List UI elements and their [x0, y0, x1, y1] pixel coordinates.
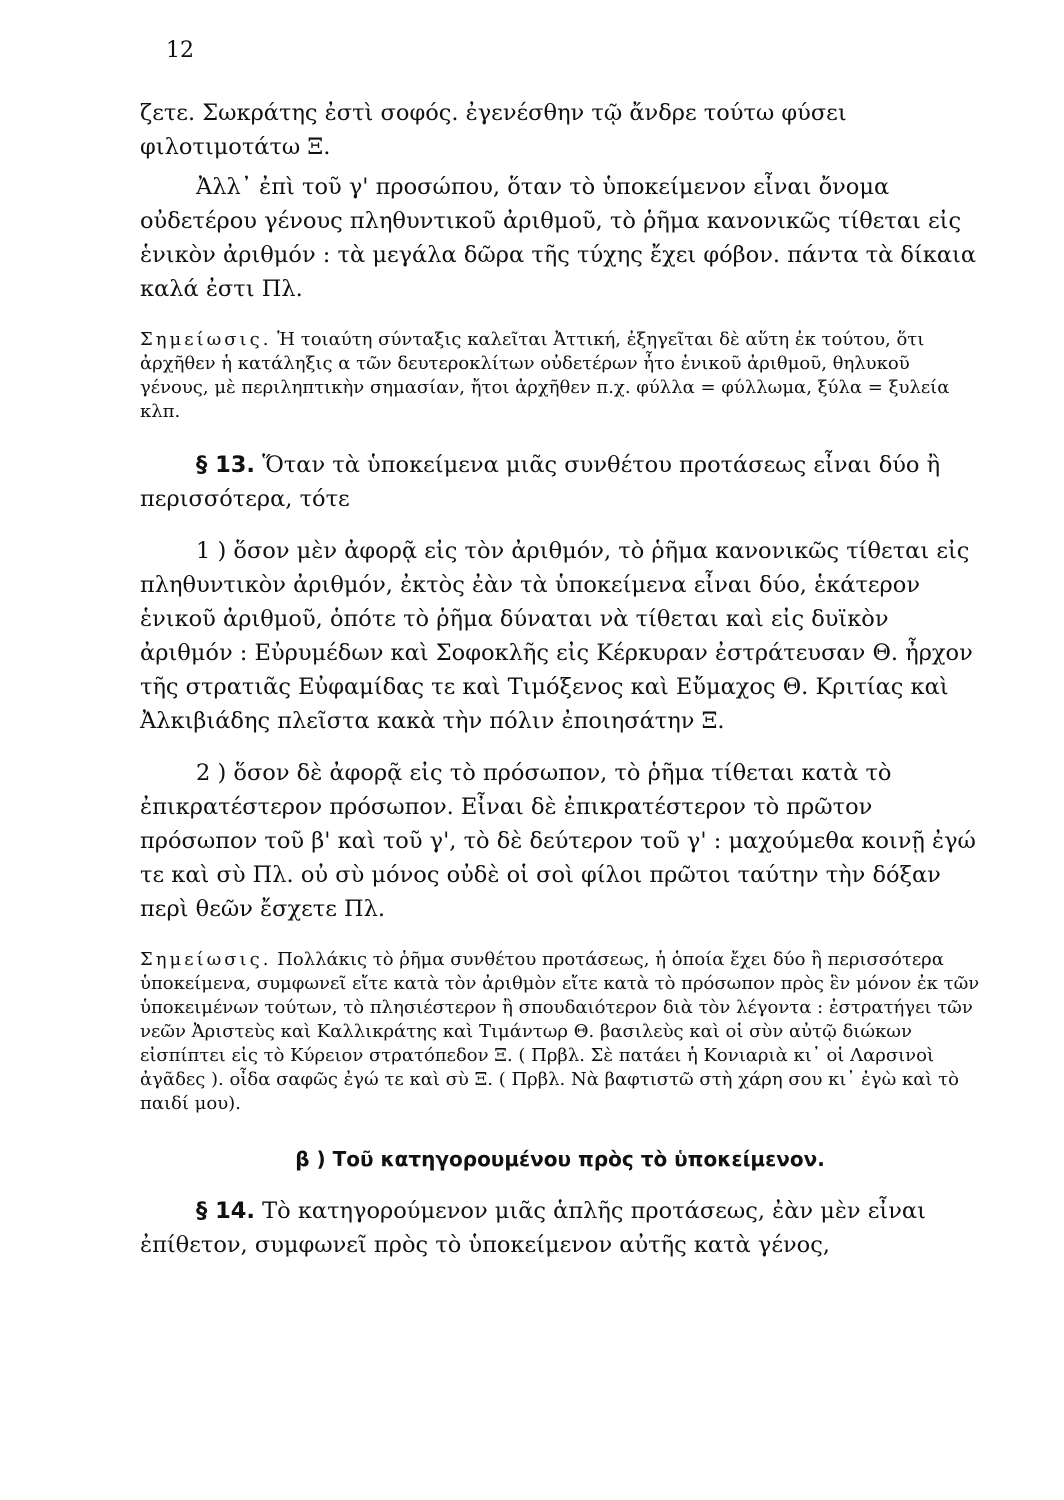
note-attic-syntax — [140, 328, 980, 424]
note-text: Ἡ τοιαύτη σύνταξις καλεῖται Ἀττική, ἐξηγεῖται δὲ αὕτη ἐκ τούτου, ὅτι ἀρχῆθεν ἡ κατάληξις α τῶν δευτεροκλίτων οὐδετέρων ἦτο ἑνικοῦ ἀριθμοῦ, θηλυκοῦ γένους, μὲ περιληπτικὴν σημασίαν, ἤτοι ἀρχῆθεν π.χ. φύλλα = φύλλωμα, ξύλα = ξυλεία κλπ. — [140, 329, 950, 422]
section-number: § 14. — [196, 1198, 255, 1224]
note-nearest-subject — [140, 948, 980, 1116]
rule-person-agreement: 2 ) ὅσον δὲ ἀφορᾷ εἰς τὸ πρόσωπον, τὸ ῥῆμα τίθεται κατὰ τὸ ἐπικρατέστερον πρόσωπον. Εἶναι δὲ ἐπικρατέστερον τὸ πρῶτον πρόσωπον τοῦ β' καὶ τοῦ γ', τὸ δὲ δεύτερον τοῦ γ' : μαχούμεθα κοινῇ ἐγώ τε καὶ σὺ Πλ. οὐ σὺ μόνος οὐδὲ οἱ σοὶ φίλοι πρῶτοι ταύτην τὴν δόξαν περὶ θεῶν ἔσχετε Πλ. — [140, 760, 976, 922]
subsection-title: β ) Τοῦ κατηγορουμένου πρὸς τὸ ὑποκείμενον. — [295, 1147, 825, 1171]
page-number: 12 — [166, 38, 194, 63]
note-text: Πολλάκις τὸ ῥῆμα συνθέτου προτάσεως, ἡ ὁποία ἔχει δύο ἢ περισσότερα ὑποκείμενα, συμφωνεῖ εἴτε κατὰ τὸν ἀριθμὸν εἴτε κατὰ τὸ πρόσωπον πρὸς ἓν μόνον ἐκ τῶν ὑποκειμένων τούτων, τὸ πλησιέστερον ἢ σπουδαιότερον διὰ τὸν λέγοντα : ἐστρατήγει τῶν νεῶν Ἀριστεὺς καὶ Καλλικράτης καὶ Τιμάντωρ Θ. βασιλεὺς καὶ οἱ σὺν αὐτῷ διώκων εἰσπίπτει εἰς τὸ Κύρειον στρατόπεδον Ξ. ( Πρβλ. Σὲ πατάει ἡ Κονιαριὰ κι᾽ οἱ Λαρσινοὶ ἀγᾶδες ). οἶδα σαφῶς ἐγώ τε καὶ σὺ Ξ. ( Πρβλ. Νὰ βαφτιστῶ στὴ χάρη σου κι᾽ ἐγὼ καὶ τὸ παιδί μου). — [140, 949, 980, 1114]
paragraph-third-person-rule: Ἀλλ᾽ ἐπὶ τοῦ γ' προσώπου, ὅταν τὸ ὑποκείμενον εἶναι ὄνομα οὐδετέρου γένους πληθυντικοῦ ἀριθμοῦ, τὸ ῥῆμα κανονικῶς τίθεται εἰς ἑνικὸν ἀριθμόν : τὰ μεγάλα δῶρα τῆς τύχης ἔχει φόβον. πάντα τὰ δίκαια καλά ἐστι Πλ. — [140, 174, 977, 302]
rule-number-agreement: 1 ) ὅσον μὲν ἀφορᾷ εἰς τὸν ἀριθμόν, τὸ ῥῆμα κανονικῶς τίθεται εἰς πληθυντικὸν ἀριθμόν, ἐκτὸς ἐὰν τὰ ὑποκείμενα εἶναι δύο, ἑκάτερον ἑνικοῦ ἀριθμοῦ, ὁπότε τὸ ῥῆμα δύναται νὰ τίθεται καὶ εἰς δυϊκὸν ἀριθμόν : Εὐρυμέδων καὶ Σοφοκλῆς εἰς Κέρκυραν ἐστράτευσαν Θ. ἦρχον τῆς στρατιᾶς Εὐφαμίδας τε καὶ Τιμόξενος καὶ Εὔμαχος Θ. Κριτίας καὶ Ἀλκιβιάδης πλεῖστα κακὰ τὴν πόλιν ἐποιησάτην Ξ. — [140, 538, 973, 734]
note-heading: Σημείωσις. — [140, 949, 272, 970]
note-heading: Σημείωσις. — [140, 329, 272, 350]
section-text: Τὸ κατηγορούμενον μιᾶς ἁπλῆς προτάσεως, ἐὰν μὲν εἶναι ἐπίθετον, συμφωνεῖ πρὸς τὸ ὑποκείμενον αὐτῆς κατὰ γένος, — [140, 1198, 926, 1258]
subsection-heading — [140, 1142, 980, 1176]
section-13 — [140, 448, 980, 516]
section-number: § 13. — [196, 452, 255, 478]
section-text: Ὅταν τὰ ὑποκείμενα μιᾶς συνθέτου προτάσεως εἶναι δύο ἢ περισσότερα, τότε — [140, 452, 941, 512]
page-body — [140, 96, 980, 1262]
paragraph-continuation: ζετε. Σωκράτης ἐστὶ σοφός. ἐγενέσθην τῷ ἄνδρε τούτω φύσει φιλοτιμοτάτω Ξ. — [140, 100, 847, 160]
section-14 — [140, 1194, 980, 1262]
